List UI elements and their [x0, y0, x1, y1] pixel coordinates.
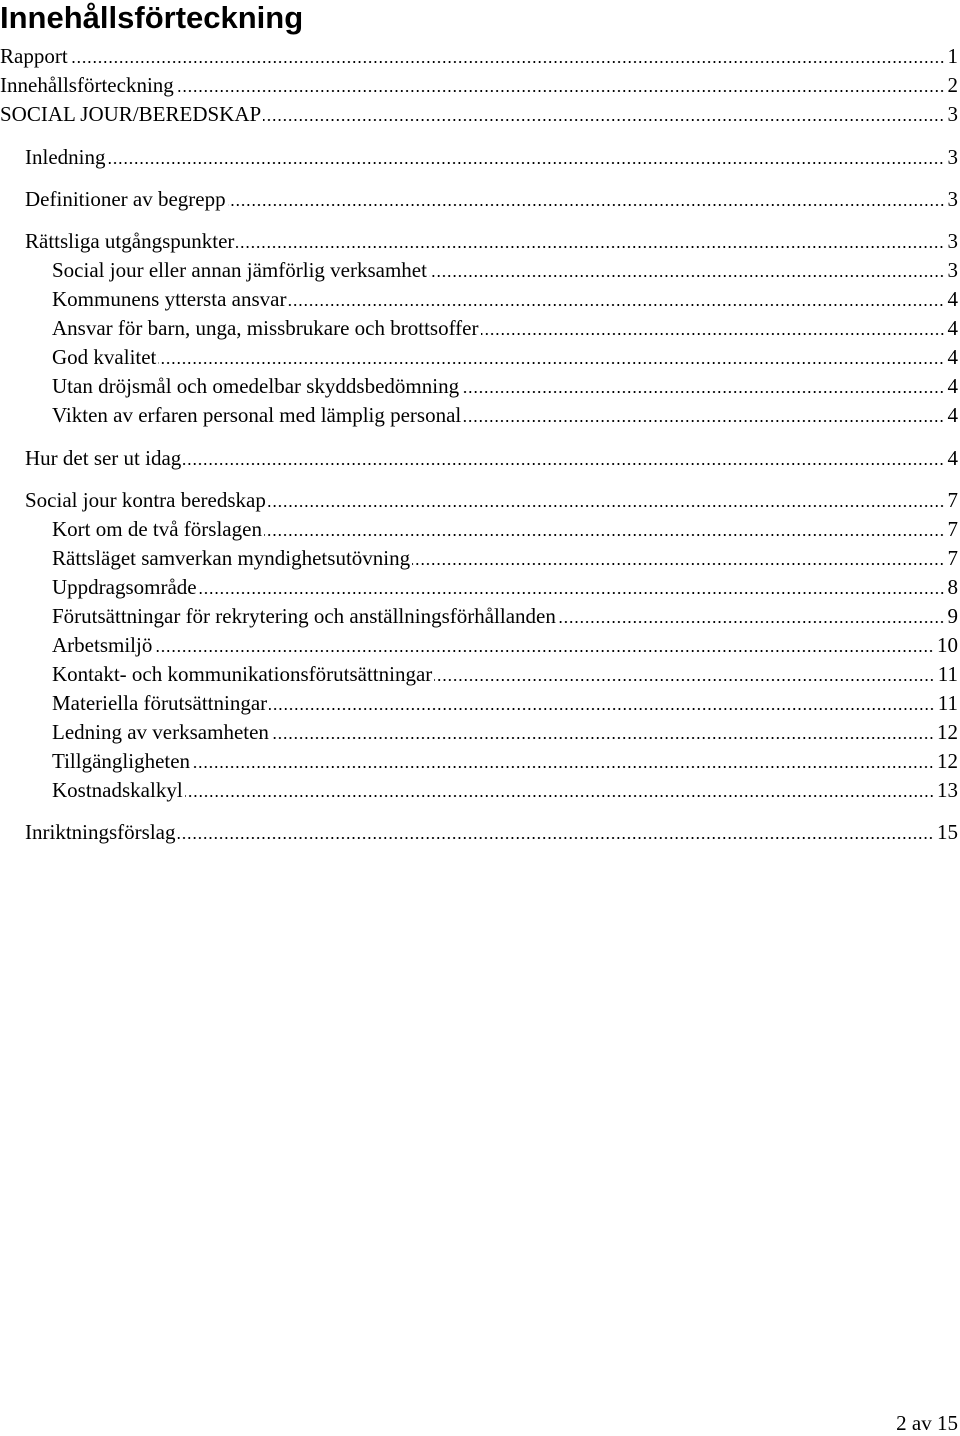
toc-entry-label: Utan dröjsmål och omedelbar skyddsbedömning — [52, 374, 460, 398]
toc-entry-inledning[interactable] — [25, 144, 958, 170]
toc-entry-rattsliga-utgangspunkter[interactable] — [25, 228, 958, 254]
toc-entry-page: 3 — [947, 229, 958, 253]
toc-entry-inriktningsforslag[interactable] — [25, 819, 958, 845]
toc-entry-label: Rättsliga utgångspunkter — [25, 229, 235, 253]
toc-entry-label: Ansvar för barn, unga, missbrukare och brottsoffer — [52, 316, 479, 340]
toc-dot-leader — [481, 333, 945, 335]
toc-entry-label: Social jour kontra beredskap — [25, 488, 266, 512]
toc-entry-label: Kontakt- och kommunikationsförutsättningar — [52, 662, 433, 686]
toc-entry-label: Hur det ser ut idag — [25, 446, 182, 470]
toc-entry-label: Kostnadskalkyl — [52, 778, 183, 802]
toc-entry-ansvar-for-barn[interactable] — [52, 315, 958, 341]
toc-entry-label: Rättsläget samverkan myndighetsutövning — [52, 546, 411, 570]
toc-entry-page: 13 — [937, 778, 958, 802]
toc-entry-label: Social jour eller annan jämförlig verksamhet — [52, 258, 427, 282]
toc-entry-kontakt-kommunikation[interactable] — [52, 661, 958, 687]
page-number: 2 av 15 — [896, 1411, 958, 1435]
toc-entry-social-jour-beredskap[interactable] — [0, 101, 958, 127]
toc-entry-page: 7 — [947, 546, 958, 570]
toc-entry-label: Förutsättningar för rekrytering och anställningsförhållanden — [52, 604, 556, 628]
toc-dot-leader — [185, 795, 934, 797]
toc-entry-page: 12 — [937, 720, 958, 744]
toc-entry-arbetsmiljo[interactable] — [52, 632, 958, 658]
toc-entry-label: Innehållsförteckning — [0, 73, 174, 97]
toc-entry-label: Definitioner av begrepp — [25, 187, 226, 211]
toc-entry-tillganglighet[interactable] — [52, 748, 958, 774]
toc-entry-label: Materiella förutsättningar — [52, 691, 268, 715]
toc-dot-leader — [271, 737, 934, 739]
toc-dot-leader — [412, 563, 944, 565]
toc-entry-page: 4 — [947, 287, 958, 311]
toc-entry-social-jour-verksamhet[interactable] — [52, 257, 958, 283]
toc-entry-page: 4 — [947, 446, 958, 470]
toc-entry-page: 4 — [947, 345, 958, 369]
toc-entry-label: Inriktningsförslag — [25, 820, 176, 844]
toc-entry-page: 4 — [947, 374, 958, 398]
toc-entry-page: 12 — [937, 749, 958, 773]
toc-entry-label: Tillgängligheten — [52, 749, 191, 773]
toc-entry-page: 3 — [947, 102, 958, 126]
toc-dot-leader — [154, 650, 934, 652]
toc-dot-leader — [177, 837, 934, 839]
toc-entry-page: 4 — [947, 316, 958, 340]
toc-entry-kommunens-ansvar[interactable] — [52, 286, 958, 312]
toc-entry-kort-om-forslagen[interactable] — [52, 516, 958, 542]
toc-entry-label: God kvalitet — [52, 345, 157, 369]
toc-entry-label: Vikten av erfaren personal med lämplig personal — [52, 403, 462, 427]
toc-dot-leader — [70, 61, 945, 63]
toc-entry-vikten-av-personal[interactable] — [52, 402, 958, 428]
toc-entry-materiella-forutsattningar[interactable] — [52, 690, 958, 716]
toc-dot-leader — [199, 592, 945, 594]
toc-entry-social-jour-kontra-beredskap[interactable] — [25, 487, 958, 513]
toc-entry-rattslaget[interactable] — [52, 545, 958, 571]
toc-dot-leader — [263, 119, 944, 121]
toc-entry-forutsattningar-rekrytering[interactable] — [52, 603, 958, 629]
toc-entry-page: 2 — [947, 73, 958, 97]
toc-entry-page: 1 — [947, 44, 958, 68]
toc-dot-leader — [461, 391, 944, 393]
toc-entry-page: 7 — [947, 517, 958, 541]
toc-dot-leader — [183, 463, 944, 465]
toc-dot-leader — [429, 275, 945, 277]
toc-dot-leader — [107, 162, 944, 164]
toc-entry-page: 4 — [947, 403, 958, 427]
toc-dot-leader — [434, 679, 934, 681]
toc-entry-hur-det-ser-ut[interactable] — [25, 445, 958, 471]
toc-entry-label: Uppdragsområde — [52, 575, 197, 599]
toc-dot-leader — [176, 90, 945, 92]
toc-dot-leader — [236, 246, 944, 248]
toc-entry-rapport[interactable] — [0, 43, 958, 69]
toc-dot-leader — [288, 304, 944, 306]
toc-entry-label: Kommunens yttersta ansvar — [52, 287, 287, 311]
toc-dot-leader — [228, 204, 945, 206]
toc-dot-leader — [268, 505, 945, 507]
toc-entry-page: 3 — [947, 258, 958, 282]
toc-entry-uppdragsomrade[interactable] — [52, 574, 958, 600]
toc-entry-kostnadskalkyl[interactable] — [52, 777, 958, 803]
toc-entry-utan-drojsmal[interactable] — [52, 373, 958, 399]
toc-entry-label: SOCIAL JOUR/BEREDSKAP — [0, 102, 262, 126]
toc-dot-leader — [192, 766, 934, 768]
toc-entry-label: Rapport — [0, 44, 68, 68]
toc-dot-leader — [264, 534, 945, 536]
toc-dot-leader — [558, 621, 945, 623]
toc-entry-page: 11 — [937, 662, 958, 686]
toc-entry-page: 11 — [937, 691, 958, 715]
toc-entry-ledning[interactable] — [52, 719, 958, 745]
toc-entry-page: 10 — [937, 633, 958, 657]
toc-entry-god-kvalitet[interactable] — [52, 344, 958, 370]
toc-entry-label: Arbetsmiljö — [52, 633, 153, 657]
toc-entry-page: 15 — [937, 820, 958, 844]
toc-entry-page: 3 — [947, 145, 958, 169]
toc-entry-innehallsforteckning[interactable] — [0, 72, 958, 98]
document-title: Innehållsförteckning — [0, 0, 304, 35]
toc-entry-label: Inledning — [25, 145, 106, 169]
toc-entry-label: Kort om de två förslagen — [52, 517, 262, 541]
toc-entry-definitioner[interactable] — [25, 186, 958, 212]
toc-entry-page: 9 — [947, 604, 958, 628]
toc-dot-leader — [158, 362, 944, 364]
toc-entry-page: 7 — [947, 488, 958, 512]
toc-entry-label: Ledning av verksamheten — [52, 720, 269, 744]
toc-entry-page: 3 — [947, 187, 958, 211]
toc-dot-leader — [269, 708, 935, 710]
toc-dot-leader — [463, 420, 944, 422]
toc-entry-page: 8 — [947, 575, 958, 599]
